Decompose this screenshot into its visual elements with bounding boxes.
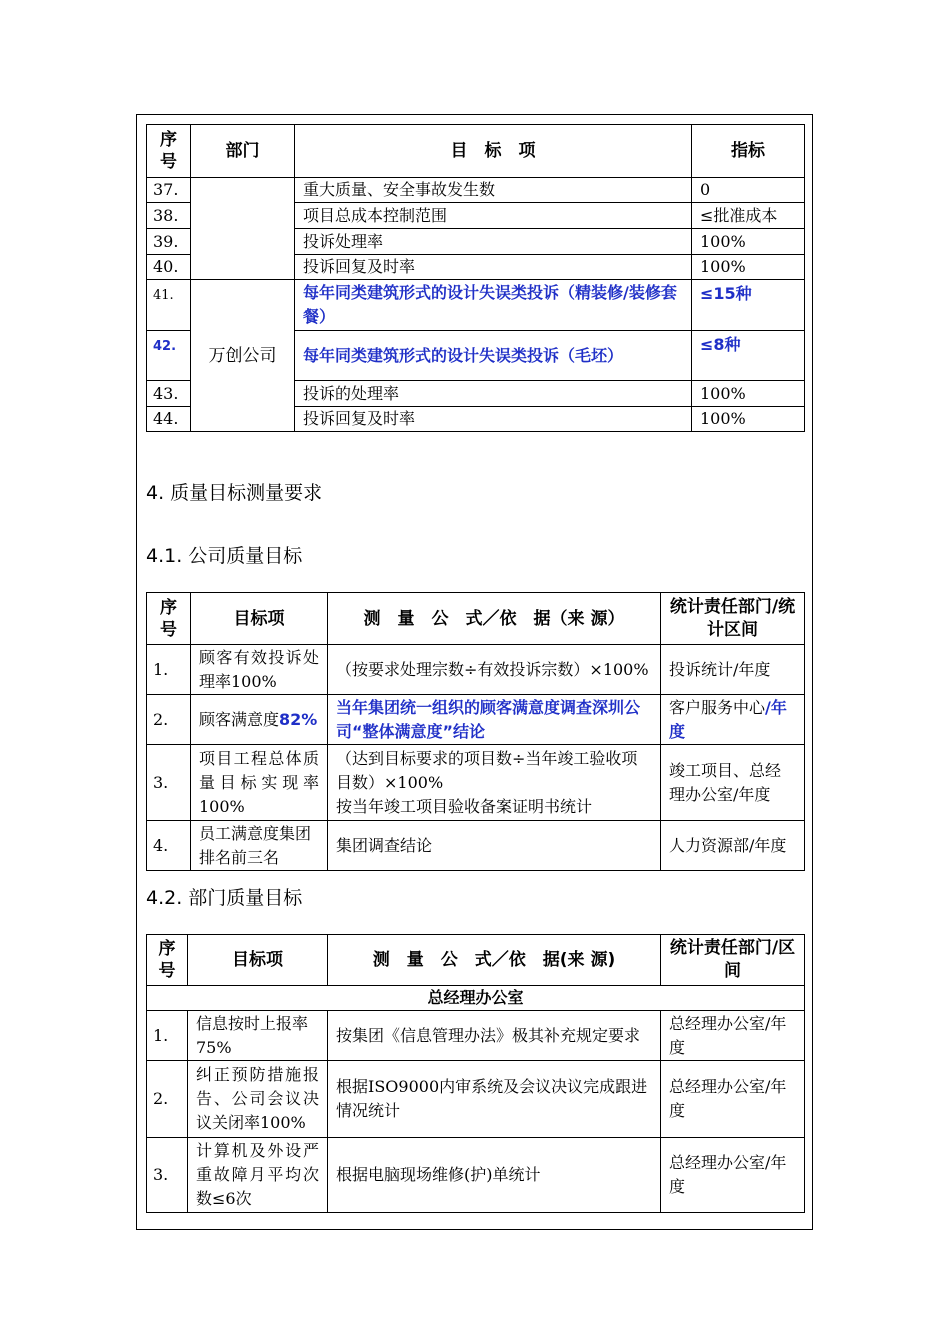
table-row <box>147 178 805 203</box>
dept-period: /年度 <box>669 697 787 741</box>
row-number: 37. <box>147 178 191 203</box>
row-target: ≤15种 <box>692 280 805 331</box>
header-item: 目标项 <box>191 593 328 645</box>
table-header-row <box>147 935 805 986</box>
row-number: 1. <box>147 645 191 695</box>
table-row <box>147 645 805 695</box>
row-target: ≤8种 <box>692 331 805 381</box>
table-row <box>147 1011 805 1061</box>
header-dept: 统计责任部门/统计区间 <box>661 593 805 645</box>
header-item: 目标项 <box>188 935 328 986</box>
department-quality-targets-table <box>146 934 805 1213</box>
header-seq: 序号 <box>147 935 188 986</box>
row-number: 2. <box>147 695 191 745</box>
row-formula: 根据ISO9000内审系统及会议决议完成跟进情况统计 <box>328 1061 661 1138</box>
row-formula: 按集团《信息管理办法》极其补充规定要求 <box>328 1011 661 1061</box>
row-item: 投诉回复及时率 <box>295 255 692 280</box>
section-title: 总经理办公室 <box>147 986 805 1011</box>
row-formula: 根据电脑现场维修(护)单统计 <box>328 1138 661 1213</box>
row-target: 100% <box>692 229 805 255</box>
row-item: 顾客有效投诉处理率100% <box>191 645 328 695</box>
row-number: 3. <box>147 745 191 821</box>
dept-wanchuang: 万创公司 <box>191 280 295 432</box>
row-dept: 总经理办公室/年度 <box>661 1061 805 1138</box>
row-dept: 人力资源部/年度 <box>661 821 805 871</box>
row-dept: 总经理办公室/年度 <box>661 1011 805 1061</box>
row-target: 100% <box>692 407 805 432</box>
row-item: 投诉的处理率 <box>295 381 692 407</box>
section-row <box>147 986 805 1011</box>
row-item: 投诉回复及时率 <box>295 407 692 432</box>
table-row <box>147 745 805 821</box>
header-dept: 统计责任部门/区间 <box>661 935 805 986</box>
row-number: 44. <box>147 407 191 432</box>
row-target: 0 <box>692 178 805 203</box>
row-item: 投诉处理率 <box>295 229 692 255</box>
row-number: 3. <box>147 1138 188 1213</box>
row-number: 40. <box>147 255 191 280</box>
row-number: 38. <box>147 203 191 229</box>
row-formula: （按要求处理宗数÷有效投诉宗数）×100% <box>328 645 661 695</box>
dept-label: 客户服务中心 <box>669 697 766 717</box>
row-dept: 总经理办公室/年度 <box>661 1138 805 1213</box>
dept-cell-empty <box>191 178 295 280</box>
table-row <box>147 280 805 331</box>
table-row <box>147 695 805 745</box>
row-item: 重大质量、安全事故发生数 <box>295 178 692 203</box>
section-heading-4: 4. 质量目标测量要求 <box>146 482 323 504</box>
row-dept: 竣工项目、总经理办公室/年度 <box>661 745 805 821</box>
row-dept: 投诉统计/年度 <box>661 645 805 695</box>
row-formula: 当年集团统一组织的顾客满意度调查深圳公司“整体满意度”结论 <box>328 695 661 745</box>
header-seq: 序号 <box>147 125 191 178</box>
row-target: 100% <box>692 255 805 280</box>
row-target: ≤批准成本 <box>692 203 805 229</box>
section-heading-4-1: 4.1. 公司质量目标 <box>146 545 303 567</box>
section-heading-4-2: 4.2. 部门质量目标 <box>146 887 303 909</box>
header-seq: 序号 <box>147 593 191 645</box>
header-formula: 测 量 公 式／依 据(来 源) <box>328 935 661 986</box>
row-item <box>191 695 328 745</box>
row-number: 42. <box>147 331 191 381</box>
department-targets-table-continued <box>146 124 805 432</box>
row-formula: 集团调查结论 <box>328 821 661 871</box>
row-number: 41. <box>147 280 191 331</box>
table-header-row <box>147 125 805 178</box>
row-item: 项目总成本控制范围 <box>295 203 692 229</box>
row-item: 计算机及外设严重故障月平均次数≤6次 <box>188 1138 328 1213</box>
formula-line: 按当年竣工项目验收备案证明书统计 <box>336 796 593 816</box>
row-item: 每年同类建筑形式的设计失误类投诉（毛坯） <box>295 331 692 381</box>
row-number: 1. <box>147 1011 188 1061</box>
item-value: 82% <box>279 709 318 729</box>
row-number: 39. <box>147 229 191 255</box>
table-row <box>147 1061 805 1138</box>
row-item: 纠正预防措施报告、公司会议决议关闭率100% <box>188 1061 328 1138</box>
table-header-row <box>147 593 805 645</box>
row-number: 4. <box>147 821 191 871</box>
header-target: 指标 <box>692 125 805 178</box>
row-item: 信息按时上报率75% <box>188 1011 328 1061</box>
row-item: 每年同类建筑形式的设计失误类投诉（精装修/装修套餐） <box>295 280 692 331</box>
row-formula <box>328 745 661 821</box>
row-target: 100% <box>692 381 805 407</box>
header-dept: 部门 <box>191 125 295 178</box>
company-quality-targets-table <box>146 592 805 871</box>
table-row <box>147 1138 805 1213</box>
table-row <box>147 821 805 871</box>
header-formula: 测 量 公 式／依 据（来 源） <box>328 593 661 645</box>
row-dept <box>661 695 805 745</box>
row-number: 43. <box>147 381 191 407</box>
row-number: 2. <box>147 1061 188 1138</box>
row-item: 员工满意度集团排名前三名 <box>191 821 328 871</box>
row-item: 项目工程总体质量目标实现率100% <box>191 745 328 821</box>
formula-line: （达到目标要求的项目数÷当年竣工验收项目数）×100% <box>336 748 638 792</box>
header-item: 目 标 项 <box>295 125 692 178</box>
item-label: 顾客满意度 <box>199 709 280 729</box>
